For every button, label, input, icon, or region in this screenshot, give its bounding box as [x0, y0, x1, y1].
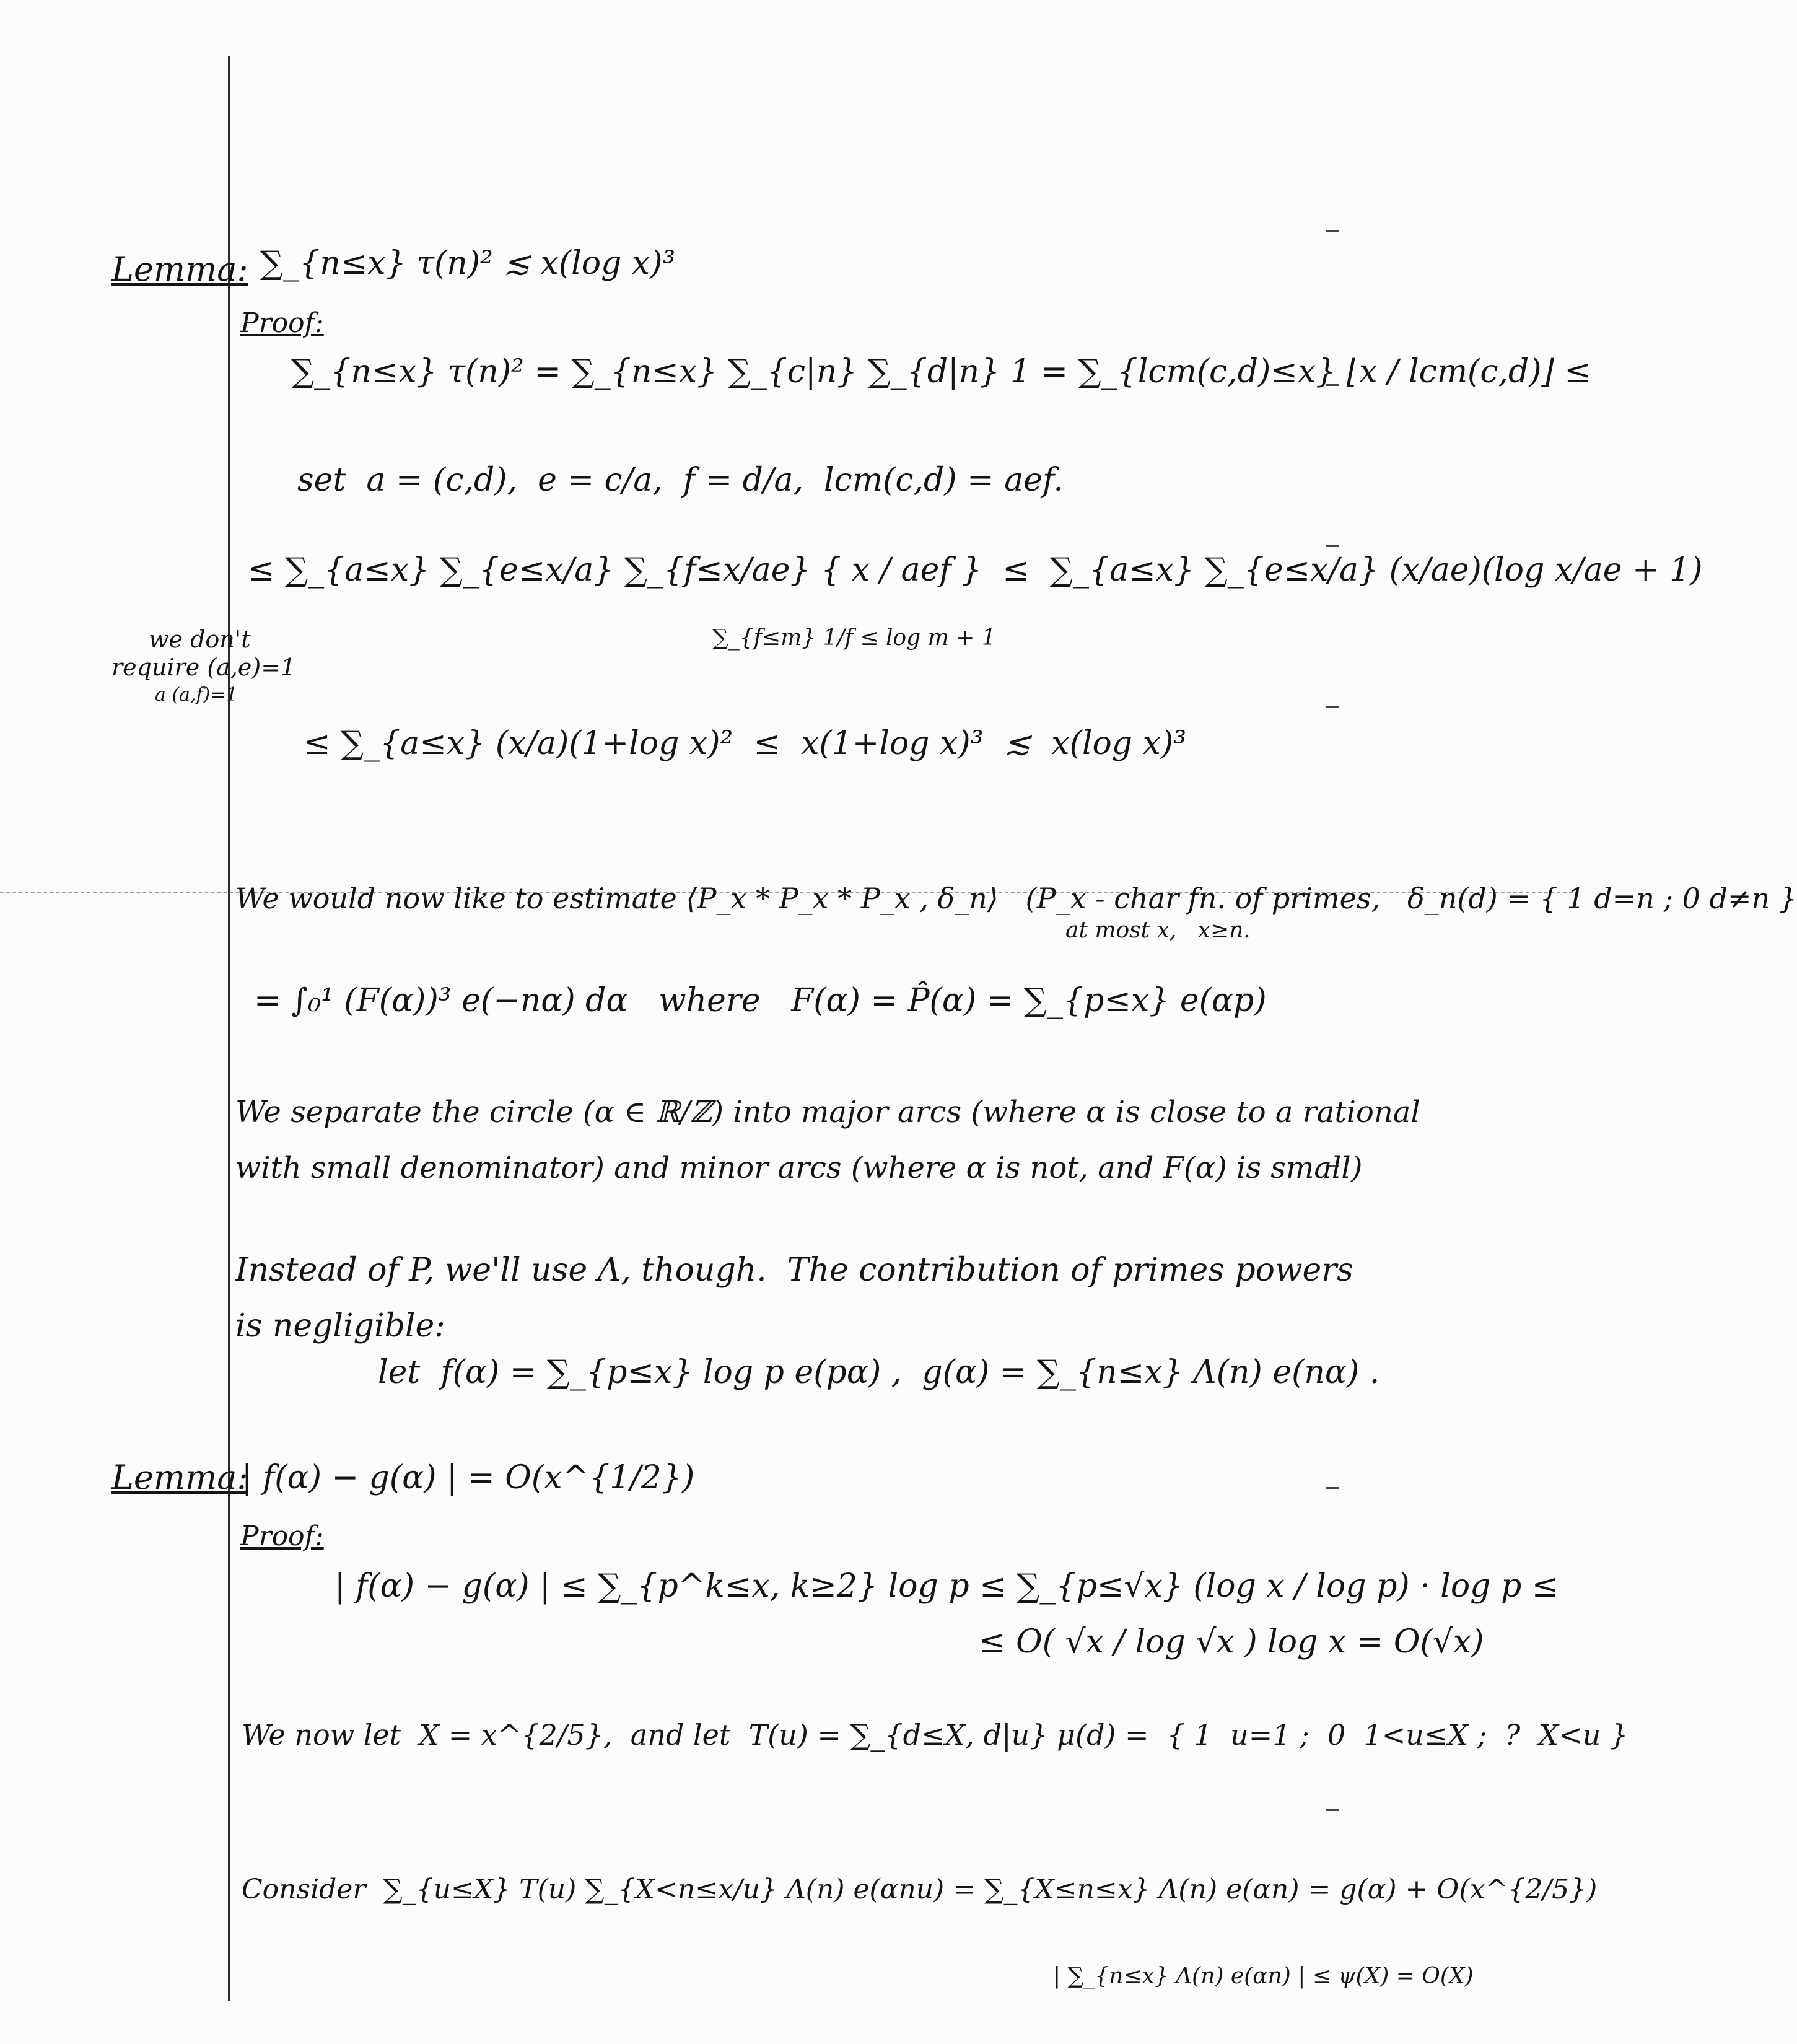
para2-line1: We separate the circle (α ∈ ℝ/ℤ) into major arcs (where α is close to a rational — [235, 1095, 1420, 1129]
side-note-3: a (a,f)=1 — [155, 684, 238, 706]
ruling-tick — [1326, 545, 1339, 547]
ruling-tick — [1326, 230, 1339, 232]
ruling-tick — [1326, 706, 1339, 708]
proof1-label: Proof: — [240, 307, 324, 339]
lemma1-statement: ∑_{n≤x} τ(n)² ≲ x(log x)³ — [260, 245, 676, 282]
ruling-tick — [1326, 1809, 1339, 1811]
side-note-1: we don't — [149, 626, 251, 653]
side-note-2: require (a,e)=1 — [111, 654, 296, 681]
margin-rule — [228, 56, 230, 2001]
para5-line1: Consider ∑_{u≤X} T(u) ∑_{X<n≤x/u} Λ(n) e(αnu) = ∑_{X≤n≤x} Λ(n) e(αn) = g(α) + O(x^{2/5}) — [242, 1874, 1598, 1905]
proof2-line2: ≤ O( √x / log √x ) log x = O(√x) — [979, 1623, 1484, 1660]
para1-sub: at most x, x≥n. — [1065, 918, 1251, 943]
para3-line2: is negligible: — [235, 1307, 445, 1344]
proof1-set: set a = (c,d), e = c/a, f = d/a, lcm(c,d) = aef. — [297, 462, 1064, 499]
ruling-tick — [1326, 1487, 1339, 1489]
proof1-line1: ∑_{n≤x} τ(n)² = ∑_{n≤x} ∑_{c|n} ∑_{d|n} 1 = ∑_{lcm(c,d)≤x} ⌊x / lcm(c,d)⌋ ≤ — [291, 353, 1591, 390]
lemma2-label: Lemma: — [111, 1458, 248, 1497]
proof1-harmonic: ∑_{f≤m} 1/f ≤ log m + 1 — [712, 625, 996, 651]
para5-note: | ∑_{n≤x} Λ(n) e(αn) | ≤ ψ(X) = O(X) — [1053, 1963, 1474, 1989]
para4-line1: We now let X = x^{2/5}, and let T(u) = ∑_{d≤X, d|u} μ(d) = { 1 u=1 ; 0 1<u≤X ; ? X<u } — [242, 1718, 1629, 1752]
proof2-label: Proof: — [240, 1520, 324, 1552]
proof1-line2: ≤ ∑_{a≤x} ∑_{e≤x/a} ∑_{f≤x/ae} { x / aef } ≤ ∑_{a≤x} ∑_{e≤x/a} (x/ae)(log x/ae + 1) — [248, 551, 1703, 589]
lemma2-statement: | f(α) − g(α) | = O(x^{1/2}) — [242, 1459, 695, 1496]
proof2-line1: | f(α) − g(α) | ≤ ∑_{p^k≤x, k≥2} log p ≤ ∑_{p≤√x} (log x / log p) · log p ≤ — [334, 1568, 1559, 1605]
proof1-line3: ≤ ∑_{a≤x} (x/a)(1+log x)² ≤ x(1+log x)³ ≲ x(log x)³ — [304, 725, 1187, 762]
para3-line1: Instead of P, we'll use Λ, though. The contribution of primes powers — [235, 1252, 1353, 1289]
para1-line1: We would now like to estimate ⟨P_x * P_x * P_x , δ_n⟩ (P_x - char fn. of primes, δ_n(d) = { 1 d=n ; 0 d≠n } — [235, 882, 1797, 915]
para1-line2: = ∫₀¹ (F(α))³ e(−nα) dα where F(α) = P̂(α) = ∑_{p≤x} e(αp) — [254, 982, 1267, 1019]
lemma1-label: Lemma: — [111, 250, 248, 289]
para3-line3: let f(α) = ∑_{p≤x} log p e(pα) , g(α) = ∑_{n≤x} Λ(n) e(nα) . — [378, 1354, 1380, 1391]
para2-line2: with small denominator) and minor arcs (where α is not, and F(α) is small) — [235, 1151, 1363, 1185]
